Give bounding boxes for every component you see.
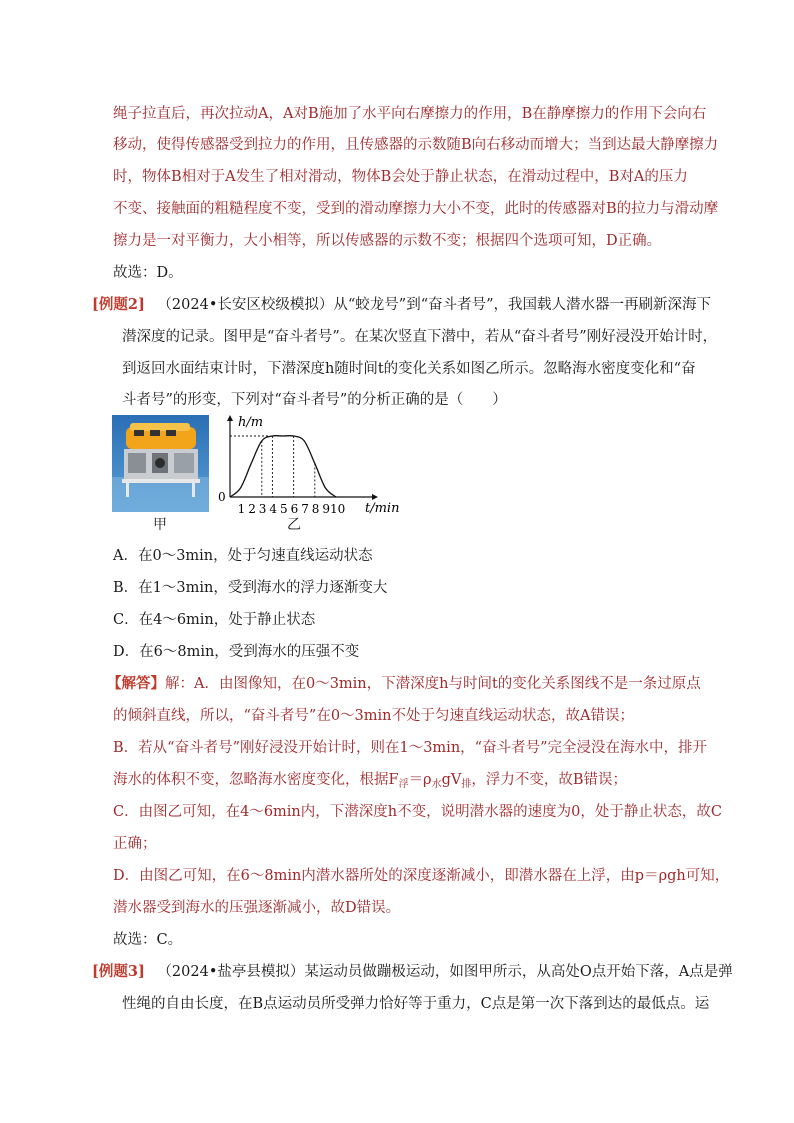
- x-tick-label-7: 7: [301, 502, 309, 516]
- solution-line-6: 正确；: [113, 836, 157, 852]
- example2-line-1: 从“蛟龙号”到“奋斗者号”，我国载人潜水器一再刷新深海下: [333, 297, 712, 313]
- option-b: B．在1～3min，受到海水的浮力逐渐变大: [113, 580, 388, 596]
- prev-solution-line-5: 擦力是一对平衡力，大小相等，所以传感器的示数不变；根据四个选项可知，D正确。: [113, 233, 662, 249]
- figure-a-caption: 甲: [153, 517, 167, 533]
- figure-b-caption: 乙: [287, 517, 301, 533]
- x-tick-label-4: 4: [269, 502, 278, 516]
- example2-source: （2024•长安区校级模拟）: [157, 297, 334, 313]
- example2-line-2: 潜深度的记录。图甲是“奋斗者号”。在某次竖直下潜中，若从“奋斗者号”刚好浸没开始计时，: [122, 329, 718, 345]
- solution-line-7: D．由图乙可知，在6～8min内潜水器所处的深度逐渐减小，即潜水器在上浮，由p＝ρgh可知，: [113, 868, 730, 884]
- x-axis-arrow: [372, 494, 378, 500]
- x-tick-label-5: 5: [280, 502, 288, 516]
- x-tick-label-2: 2: [248, 502, 256, 516]
- prev-solution-line-1: 绳子拉直后，再次拉动A，A对B施加了水平向右摩擦力的作用，B在静摩擦力的作用下会向右: [113, 106, 707, 122]
- example3-tag: [例题3]: [92, 963, 145, 980]
- prev-solution-line-4: 不变、接触面的粗糙程度不变，受到的滑动摩擦力大小不变，此时的传感器对B的拉力与滑动摩: [113, 201, 719, 217]
- solution-line-3: B．若从“奋斗者号”刚好浸没开始计时，则在1～3min，“奋斗者号”完全浸没在海水中，排开: [113, 740, 707, 756]
- example2-line-4: 斗者号”的形变，下列对“奋斗者号”的分析正确的是（ ）: [122, 392, 507, 408]
- prev-solution-line-2: 移动，使得传感器受到拉力的作用，且传感器的示数随B向右移动而增大；当到达最大静摩擦力: [113, 137, 719, 153]
- example2-answer: 故选：C。: [113, 932, 183, 948]
- solution-line-2: 的倾斜直线，所以，“奋斗者号”在0～3min不处于匀速直线运动状态，故A错误；: [113, 708, 634, 724]
- solution-line-1: 【解答】解：A．由图像知，在0～3min，下潜深度h与时间t的变化关系图线不是一条过原点: [107, 675, 701, 692]
- x-tick-label-6: 6: [290, 502, 299, 516]
- x-tick-label-9: 9: [322, 502, 331, 516]
- example3-heading: [92, 962, 733, 982]
- y-axis-label: h/m: [238, 415, 264, 430]
- option-c: C．在4～6min，处于静止状态: [113, 612, 316, 628]
- origin-label: 0: [218, 490, 226, 504]
- prev-solution-line-3: 时，物体B相对于A发生了相对滑动，物体B会处于静止状态，在滑动过程中，B对A的压力: [113, 169, 688, 185]
- submersible-photo: [112, 415, 209, 512]
- example3-line-1: 某运动员做蹦极运动，如图甲所示，从高处O点开始下落，A点是弹: [304, 964, 733, 980]
- example3-source: （2024•盐亭县模拟）: [157, 964, 305, 980]
- x-tick-label-3: 3: [258, 502, 267, 516]
- example2-tag: [例题2]: [92, 296, 145, 313]
- x-tick-label-10: 10: [330, 502, 346, 516]
- example2-line-3: 到返回水面结束计时，下潜深度h随时间t的变化关系如图乙所示。忽略海水密度变化和“奋: [122, 361, 696, 377]
- depth-curve: [230, 436, 336, 497]
- solution-line-8: 潜水器受到海水的压强逐渐减小，故D错误。: [113, 900, 401, 916]
- x-tick-label-8: 8: [311, 502, 320, 516]
- x-axis-label: t/min: [365, 501, 400, 516]
- depth-time-chart: [212, 412, 407, 520]
- x-tick-label-1: 1: [237, 502, 246, 516]
- option-d: D．在6～8min，受到海水的压强不变: [113, 644, 360, 660]
- example3-line-2: 性绳的自由长度，在B点运动员所受弹力恰好等于重力，C点是第一次下落到达的最低点。运: [122, 996, 710, 1012]
- solution-label: 【解答】: [107, 675, 165, 692]
- example2-heading: [92, 295, 711, 315]
- y-axis-arrow: [227, 415, 233, 421]
- solution-line-5: C．由图乙可知，在4～6min内，下潜深度h不变，说明潜水器的速度为0，处于静止状态，故C: [113, 804, 722, 820]
- solution-line-4: 海水的体积不变，忽略海水密度变化，根据$F_浮=\rho_水gV_排$，浮力不变，故B错误；: [113, 772, 628, 790]
- prev-answer: 故选：D。: [113, 265, 183, 281]
- option-a: A．在0～3min，处于匀速直线运动状态: [113, 548, 373, 564]
